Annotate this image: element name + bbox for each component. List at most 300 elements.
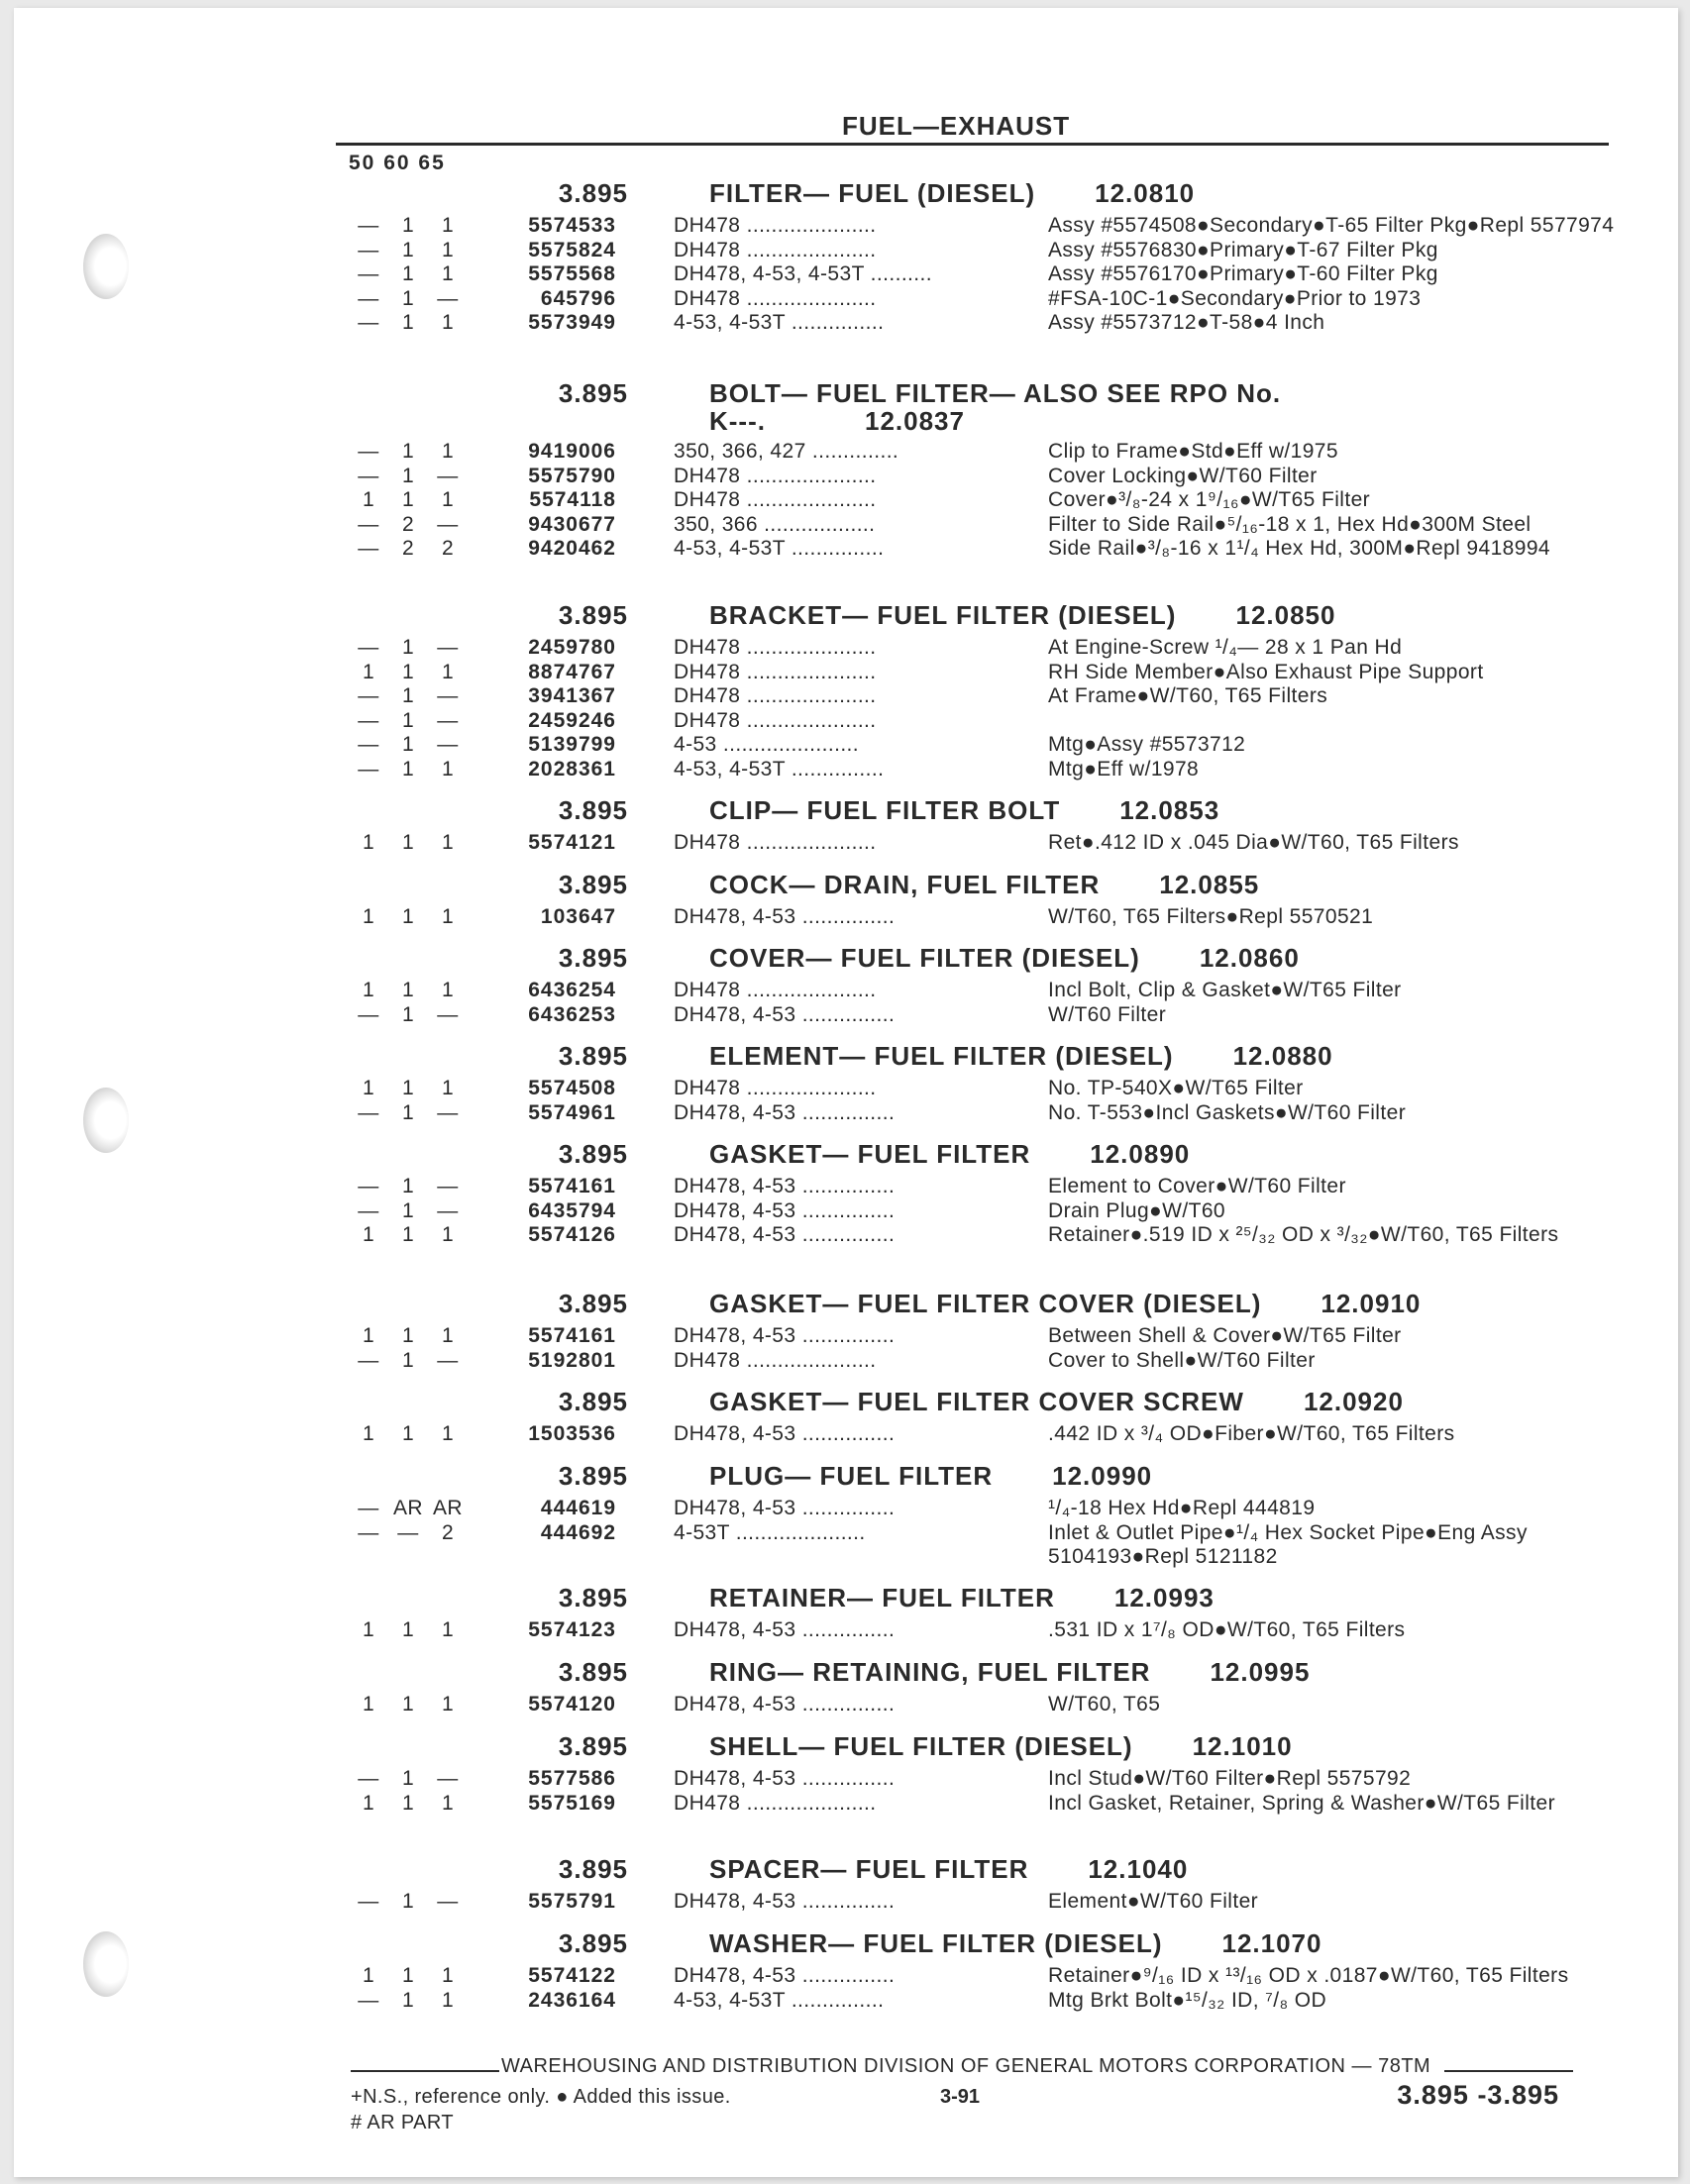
quantity-cell: —: [358, 1520, 379, 1544]
quantity-cell: 1: [401, 286, 415, 310]
section-code: 12.0880: [1232, 1041, 1333, 1071]
quantity-cell: —: [358, 286, 379, 310]
section-title: COCK— DRAIN, FUEL FILTER: [709, 870, 1101, 899]
part-row: [14, 1792, 1623, 1817]
model-application: DH478, 4-53 ...............: [674, 1964, 896, 1987]
section-title: FILTER— FUEL (DIESEL): [709, 178, 1036, 208]
section-group-number: 3.895: [558, 1139, 628, 1169]
part-description: No. T-553●Incl Gaskets●W/T60 Filter: [1048, 1100, 1407, 1124]
part-description: Cover Locking●W/T60 Filter: [1048, 464, 1318, 487]
quantity-cell: 1: [441, 757, 455, 780]
quantity-cell: —: [358, 684, 379, 707]
part-number: 5573949: [528, 311, 616, 334]
part-number: 5575790: [528, 464, 616, 487]
part-number: 5574161: [528, 1324, 616, 1347]
quantity-cell: —: [437, 512, 459, 536]
model-application: DH478, 4-53, 4-53T ..........: [674, 262, 932, 285]
quantity-cell: —: [437, 1100, 459, 1124]
section-code: 12.0850: [1235, 600, 1336, 630]
section-heading: [14, 1923, 1623, 1964]
model-application: 4-53, 4-53T ...............: [674, 537, 885, 560]
quantity-cell: 1: [401, 1618, 415, 1641]
quantity-cell: 1: [401, 1890, 415, 1913]
section-heading: [14, 1651, 1623, 1693]
parts-section: [14, 1283, 1623, 1373]
quantity-cell: AR: [393, 1497, 423, 1519]
part-number: 6436254: [528, 979, 616, 1001]
part-number: 5574508: [528, 1077, 616, 1099]
part-description: W/T60, T65: [1048, 1693, 1161, 1716]
quantity-cell: 1: [401, 1791, 415, 1815]
model-application: DH478, 4-53 ...............: [674, 1693, 896, 1716]
quantity-cell: 1: [441, 1791, 455, 1815]
quantity-cell: —: [358, 311, 379, 334]
part-row: [14, 311, 1623, 336]
model-application: DH478, 4-53 ...............: [674, 905, 896, 928]
quantity-cell: —: [358, 440, 379, 463]
model-application: DH478 .....................: [674, 660, 877, 683]
section-heading-continued: [709, 406, 1623, 440]
quantity-cell: 1: [362, 1964, 375, 1987]
quantity-cell: 1: [441, 488, 455, 511]
model-application: 4-53, 4-53T ...............: [674, 1988, 885, 2012]
part-number: 5574126: [528, 1223, 616, 1246]
quantity-cell: 1: [401, 488, 415, 511]
quantity-cell: 1: [441, 311, 455, 334]
section-title: RING— RETAINING, FUEL FILTER: [709, 1657, 1151, 1687]
quantity-cell: 1: [441, 1618, 455, 1641]
page-number: 3-91: [940, 2086, 981, 2108]
part-number: 1503536: [528, 1422, 616, 1445]
model-application: DH478 .....................: [674, 488, 877, 511]
section-title: SPACER— FUEL FILTER: [709, 1854, 1029, 1884]
quantity-cell: 1: [362, 979, 375, 1001]
section-title: PLUG— FUEL FILTER: [709, 1461, 994, 1491]
quantity-cell: —: [358, 1100, 379, 1124]
section-heading: [14, 1725, 1623, 1767]
part-description: Cover●³/₈-24 x 1⁹/₁₆●W/T65 Filter: [1048, 488, 1371, 511]
part-row: [14, 513, 1623, 538]
part-row: [14, 1497, 1623, 1521]
section-group-number: 3.895: [558, 378, 628, 408]
model-application: 4-53 ......................: [674, 733, 860, 756]
part-description: RH Side Member●Also Exhaust Pipe Support: [1048, 660, 1484, 683]
model-application: DH478 .....................: [674, 238, 877, 261]
part-row: [14, 1521, 1623, 1570]
model-application: DH478, 4-53 ...............: [674, 1422, 896, 1445]
parts-section: [14, 1848, 1623, 1915]
quantity-cell: 1: [362, 1422, 375, 1445]
quantity-cell: 2: [401, 512, 415, 536]
section-heading: [14, 172, 1623, 214]
quantity-cell: —: [437, 684, 459, 707]
part-row: [14, 1618, 1623, 1643]
part-number: 5575791: [528, 1890, 616, 1913]
model-application: DH478, 4-53 ...............: [674, 1890, 896, 1913]
parts-section: [14, 372, 1623, 562]
parts-section: [14, 1577, 1623, 1643]
part-row: [14, 661, 1623, 685]
section-group-number: 3.895: [558, 1657, 628, 1687]
part-number: 2459780: [528, 636, 616, 659]
part-number: 5575568: [528, 262, 616, 285]
part-description: Mtg●Eff w/1978: [1048, 757, 1200, 780]
model-application: DH478 .....................: [674, 979, 877, 1001]
section-group-number: 3.895: [558, 1854, 628, 1884]
part-row: [14, 1693, 1623, 1717]
part-number: 5575824: [528, 238, 616, 261]
parts-section: [14, 937, 1623, 1027]
section-group-number: 3.895: [558, 1731, 628, 1761]
quantity-cell: —: [397, 1520, 419, 1544]
quantity-cell: 1: [401, 262, 415, 285]
quantity-cell: —: [437, 1767, 459, 1790]
part-row: [14, 758, 1623, 782]
quantity-cell: 1: [441, 440, 455, 463]
footer-division: WAREHOUSING AND DISTRIBUTION DIVISION OF GENERAL MOTORS CORPORATION — 78TM: [501, 2055, 1431, 2077]
quantity-cell: 1: [441, 1964, 455, 1987]
part-description: Assy #5573712●T-58●4 Inch: [1048, 311, 1325, 334]
section-code: 12.0993: [1113, 1583, 1215, 1612]
part-row: [14, 831, 1623, 856]
part-row: [14, 636, 1623, 661]
quantity-cell: 1: [362, 1693, 375, 1716]
part-row: [14, 488, 1623, 513]
section-title: GASKET— FUEL FILTER COVER (DIESEL): [709, 1289, 1262, 1318]
parts-section: [14, 1133, 1623, 1248]
section-title: COVER— FUEL FILTER (DIESEL): [709, 943, 1140, 973]
quantity-cell: 1: [441, 262, 455, 285]
quantity-cell: 1: [401, 1767, 415, 1790]
section-code: 12.0995: [1210, 1657, 1311, 1687]
quantity-cell: —: [358, 636, 379, 659]
quantity-cell: 1: [362, 488, 375, 511]
part-row: [14, 214, 1623, 239]
section-title: WASHER— FUEL FILTER (DIESEL): [709, 1928, 1163, 1958]
quantity-cell: 1: [401, 464, 415, 487]
part-number: 5192801: [528, 1348, 616, 1372]
section-group-number: 3.895: [558, 1289, 628, 1318]
quantity-cell: —: [437, 286, 459, 310]
quantity-cell: —: [437, 464, 459, 487]
section-code: 12.0910: [1320, 1289, 1422, 1318]
part-row: [14, 440, 1623, 465]
section-group-number: 3.895: [558, 795, 628, 825]
section-heading: [14, 1455, 1623, 1497]
section-heading: [14, 1577, 1623, 1618]
part-description: Incl Gasket, Retainer, Spring & Washer●W/T65 Filter: [1048, 1791, 1555, 1815]
part-row: [14, 979, 1623, 1003]
section-group-number: 3.895: [558, 943, 628, 973]
quantity-cell: 1: [441, 979, 455, 1001]
quantity-cell: —: [437, 708, 459, 732]
model-application: DH478 .....................: [674, 708, 877, 732]
quantity-cell: 1: [362, 1324, 375, 1347]
section-group-number: 3.895: [558, 1461, 628, 1491]
section-code: 12.0890: [1090, 1139, 1191, 1169]
part-number: 5574161: [528, 1175, 616, 1197]
section-heading: [14, 937, 1623, 979]
model-application: 4-53, 4-53T ...............: [674, 757, 885, 780]
quantity-cell: —: [437, 733, 459, 756]
parts-section: [14, 1381, 1623, 1447]
quantity-cell: 1: [401, 660, 415, 683]
quantity-cell: 1: [441, 831, 455, 854]
quantity-cell: —: [358, 1348, 379, 1372]
part-description: #FSA-10C-1●Secondary●Prior to 1973: [1048, 286, 1422, 310]
quantity-cell: 1: [401, 1002, 415, 1026]
model-application: 350, 366, 427 ..............: [674, 440, 899, 463]
quantity-cell: 1: [441, 1223, 455, 1246]
part-description: Assy #5576830●Primary●T-67 Filter Pkg: [1048, 238, 1438, 261]
quantity-cell: —: [358, 1175, 379, 1197]
quantity-cell: —: [437, 1890, 459, 1913]
quantity-cell: 1: [441, 1077, 455, 1099]
model-application: DH478 .....................: [674, 1348, 877, 1372]
part-row: [14, 684, 1623, 709]
quantity-cell: 1: [362, 1223, 375, 1246]
part-description: Incl Stud●W/T60 Filter●Repl 5575792: [1048, 1767, 1412, 1790]
part-description: Assy #5574508●Secondary●T-65 Filter Pkg●Repl 5577974: [1048, 214, 1615, 237]
quantity-cell: 1: [401, 1175, 415, 1197]
footer-division-line: [351, 2055, 1573, 2078]
part-description: Retainer●⁹/₁₆ ID x ¹³/₁₆ OD x .0187●W/T60, T65 Filters: [1048, 1964, 1569, 1987]
section-title: BOLT— FUEL FILTER— ALSO SEE RPO No.: [709, 378, 1282, 408]
section-group-number: 3.895: [558, 1387, 628, 1416]
part-description: .531 ID x 1⁷/₈ OD●W/T60, T65 Filters: [1048, 1618, 1406, 1641]
quantity-cell: 1: [441, 1422, 455, 1445]
quantity-cell: —: [358, 238, 379, 261]
parts-section: [14, 864, 1623, 930]
part-row: [14, 733, 1623, 758]
part-number: 9430677: [528, 512, 616, 536]
part-number: 444619: [540, 1497, 616, 1519]
part-row: [14, 537, 1623, 562]
part-description: Assy #5576170●Primary●T-60 Filter Pkg: [1048, 262, 1438, 285]
part-number: 5139799: [528, 733, 616, 756]
model-application: 4-53T .....................: [674, 1520, 866, 1544]
parts-section: [14, 1725, 1623, 1816]
quantity-cell: —: [358, 512, 379, 536]
model-application: DH478, 4-53 ...............: [674, 1324, 896, 1347]
part-row: [14, 239, 1623, 263]
part-description: No. TP-540X●W/T65 Filter: [1048, 1077, 1304, 1099]
quantity-cell: 1: [401, 214, 415, 237]
part-number: 444692: [540, 1520, 616, 1544]
page-title: FUEL—EXHAUST: [842, 111, 1071, 141]
part-row: [14, 1199, 1623, 1224]
quantity-cell: —: [358, 1002, 379, 1026]
part-description: Retainer●.519 ID x ²⁵/₃₂ OD x ³/₃₂●W/T60, T65 Filters: [1048, 1223, 1559, 1246]
quantity-cell: 1: [401, 238, 415, 261]
quantity-cell: 1: [441, 238, 455, 261]
column-headers: 50 60 65: [349, 152, 446, 174]
part-description: Filter to Side Rail●⁵/₁₆-18 x 1, Hex Hd●300M Steel: [1048, 512, 1532, 536]
parts-section: [14, 1923, 1623, 2013]
part-description: W/T60, T65 Filters●Repl 5570521: [1048, 905, 1374, 928]
parts-section: [14, 1035, 1623, 1125]
part-number: 6435794: [528, 1198, 616, 1222]
model-application: DH478 .....................: [674, 684, 877, 707]
part-row: [14, 1349, 1623, 1374]
quantity-cell: 1: [401, 979, 415, 1001]
part-row: [14, 1964, 1623, 1989]
footnote-ns: +N.S., reference only. ● Added this issue.: [351, 2086, 731, 2108]
part-row: [14, 465, 1623, 489]
part-row: [14, 1175, 1623, 1199]
section-title: BRACKET— FUEL FILTER (DIESEL): [709, 600, 1177, 630]
section-code: 12.0860: [1199, 943, 1300, 973]
part-description: Cover to Shell●W/T60 Filter: [1048, 1348, 1316, 1372]
part-number: 103647: [540, 905, 616, 928]
model-application: DH478, 4-53 ...............: [674, 1767, 896, 1790]
quantity-cell: 1: [441, 214, 455, 237]
section-heading: [14, 789, 1623, 831]
part-row: [14, 262, 1623, 287]
quantity-cell: 1: [362, 905, 375, 928]
quantity-cell: 1: [401, 1198, 415, 1222]
part-row: [14, 1223, 1623, 1248]
part-description: Inlet & Outlet Pipe●¹/₄ Hex Socket Pipe●Eng Assy 5104193●Repl 5121182: [1048, 1520, 1528, 1568]
parts-section: [14, 789, 1623, 856]
part-row: [14, 1077, 1623, 1101]
quantity-cell: —: [437, 1198, 459, 1222]
section-group-number: 3.895: [558, 1041, 628, 1071]
model-application: DH478, 4-53 ...............: [674, 1497, 896, 1519]
part-number: 6436253: [528, 1002, 616, 1026]
section-code: 12.1010: [1192, 1731, 1293, 1761]
quantity-cell: —: [358, 708, 379, 732]
quantity-cell: 2: [441, 1520, 455, 1544]
model-application: DH478 .....................: [674, 464, 877, 487]
quantity-cell: 1: [401, 1422, 415, 1445]
quantity-cell: —: [358, 1497, 379, 1519]
part-description: Drain Plug●W/T60: [1048, 1198, 1225, 1222]
part-description: Incl Bolt, Clip & Gasket●W/T65 Filter: [1048, 979, 1402, 1001]
section-heading: [14, 1848, 1623, 1890]
quantity-cell: —: [358, 1198, 379, 1222]
part-row: [14, 1767, 1623, 1792]
part-number: 3941367: [528, 684, 616, 707]
section-code: 12.0810: [1095, 178, 1196, 208]
section-title-continued: K---.: [709, 406, 766, 436]
model-application: DH478 .....................: [674, 636, 877, 659]
quantity-cell: 1: [401, 1324, 415, 1347]
part-row: [14, 905, 1623, 930]
model-application: 350, 366 ..................: [674, 512, 876, 536]
quantity-cell: —: [358, 537, 379, 560]
quantity-cell: 1: [401, 1988, 415, 2012]
part-row: [14, 1003, 1623, 1028]
model-application: DH478 .....................: [674, 214, 877, 237]
section-group-number: 3.895: [558, 1583, 628, 1612]
quantity-cell: 1: [401, 733, 415, 756]
part-row: [14, 1101, 1623, 1126]
part-description: At Frame●W/T60, T65 Filters: [1048, 684, 1328, 707]
quantity-cell: 1: [401, 440, 415, 463]
section-heading: [14, 594, 1623, 636]
section-title: GASKET— FUEL FILTER COVER SCREW: [709, 1387, 1244, 1416]
model-application: 4-53, 4-53T ...............: [674, 311, 885, 334]
part-row: [14, 287, 1623, 312]
model-application: DH478 .....................: [674, 1077, 877, 1099]
quantity-cell: 1: [401, 1348, 415, 1372]
part-number: 2028361: [528, 757, 616, 780]
part-number: 8874767: [528, 660, 616, 683]
part-description: Side Rail●³/₈-16 x 1¹/₄ Hex Hd, 300M●Repl 9418994: [1048, 537, 1550, 560]
parts-section: [14, 1651, 1623, 1717]
quantity-cell: —: [358, 262, 379, 285]
section-code: 12.1070: [1221, 1928, 1322, 1958]
quantity-cell: 2: [401, 537, 415, 560]
model-application: DH478 .....................: [674, 831, 877, 854]
section-group-number: 3.895: [558, 600, 628, 630]
part-number: 5574961: [528, 1100, 616, 1124]
quantity-cell: 1: [401, 1100, 415, 1124]
section-group-number: 3.895: [558, 178, 628, 208]
part-description: At Engine-Screw ¹/₄— 28 x 1 Pan Hd: [1048, 636, 1403, 659]
section-code: 12.1040: [1088, 1854, 1189, 1884]
section-code: 12.0990: [1052, 1461, 1153, 1491]
quantity-cell: 1: [401, 1223, 415, 1246]
part-description: Clip to Frame●Std●Eff w/1975: [1048, 440, 1338, 463]
section-title: CLIP— FUEL FILTER BOLT: [709, 795, 1061, 825]
model-application: DH478 .....................: [674, 1791, 877, 1815]
quantity-cell: —: [437, 636, 459, 659]
section-code: 12.0837: [864, 406, 965, 436]
quantity-cell: —: [358, 214, 379, 237]
section-heading: [14, 1381, 1623, 1422]
quantity-cell: —: [358, 733, 379, 756]
quantity-cell: —: [358, 464, 379, 487]
footnote-ar: # AR PART: [351, 2112, 455, 2133]
part-number: 5574533: [528, 214, 616, 237]
quantity-cell: —: [358, 1767, 379, 1790]
part-description: Element●W/T60 Filter: [1048, 1890, 1259, 1913]
part-number: 5574118: [529, 488, 616, 511]
part-description: Mtg Brkt Bolt●¹⁵/₃₂ ID, ⁷/₈ OD: [1048, 1988, 1327, 2012]
quantity-cell: 1: [441, 660, 455, 683]
section-heading: [14, 864, 1623, 905]
quantity-cell: 1: [401, 636, 415, 659]
catalog-page: [14, 8, 1678, 2177]
quantity-cell: —: [437, 1348, 459, 1372]
quantity-cell: 1: [401, 905, 415, 928]
section-code: 12.0853: [1119, 795, 1220, 825]
part-number: 645796: [540, 286, 616, 310]
quantity-cell: 1: [441, 1324, 455, 1347]
quantity-cell: 1: [362, 660, 375, 683]
part-number: 9419006: [528, 440, 616, 463]
quantity-cell: —: [358, 757, 379, 780]
quantity-cell: —: [437, 1002, 459, 1026]
footer-rule-left: [351, 2070, 499, 2072]
footer-rule-right: [1444, 2070, 1573, 2072]
quantity-cell: 2: [441, 537, 455, 560]
quantity-cell: 1: [362, 831, 375, 854]
part-description: ¹/₄-18 Hex Hd●Repl 444819: [1048, 1497, 1316, 1519]
model-application: DH478, 4-53 ...............: [674, 1175, 896, 1197]
quantity-cell: 1: [401, 1693, 415, 1716]
quantity-cell: AR: [433, 1497, 463, 1519]
section-group-number: 3.895: [558, 1928, 628, 1958]
part-description: .442 ID x ³/₄ OD●Fiber●W/T60, T65 Filters: [1048, 1422, 1455, 1445]
quantity-cell: 1: [362, 1791, 375, 1815]
part-description: W/T60 Filter: [1048, 1002, 1167, 1026]
section-heading: [14, 1133, 1623, 1175]
section-title: ELEMENT— FUEL FILTER (DIESEL): [709, 1041, 1174, 1071]
part-number: 9420462: [528, 537, 616, 560]
